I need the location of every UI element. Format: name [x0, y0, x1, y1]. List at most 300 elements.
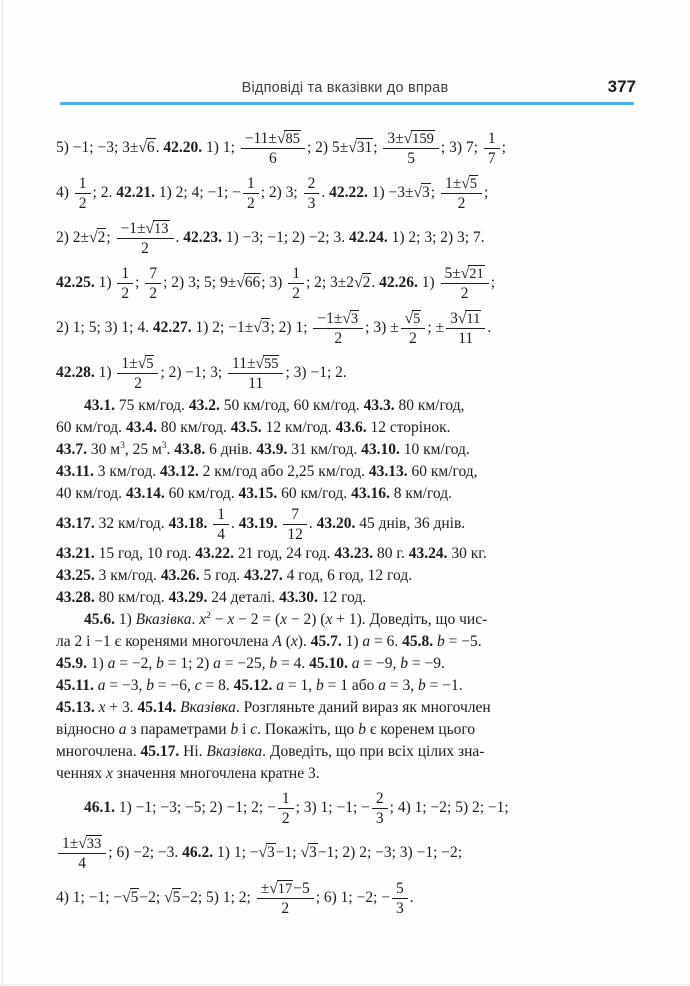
text-run: 1 [217, 505, 225, 523]
problem-number: 43.25. [56, 567, 95, 584]
superscript: 2 [206, 610, 211, 621]
sqrt-expression [259, 843, 276, 861]
fraction-denominator [241, 149, 305, 167]
text-run: 2 [307, 174, 316, 192]
text-run: 5 год. [199, 567, 244, 584]
fraction [58, 835, 106, 873]
fraction [117, 355, 158, 393]
sqrt-expression [300, 843, 317, 861]
text-run: . Покажіть, що [257, 721, 359, 738]
italic-run: a [378, 677, 387, 694]
text-run: 2 [281, 809, 290, 827]
sqrt-expression [461, 175, 478, 192]
text-run: ; 2) 3; 5; 9± [163, 274, 237, 291]
text-run: Ні. [179, 743, 207, 760]
problem-number: 43.5. [230, 419, 262, 436]
problem-number: 43.6. [335, 419, 367, 436]
text-run: ; 3) ± [365, 319, 399, 336]
text-run: 1) [341, 633, 363, 650]
content-line [56, 260, 640, 305]
content-line [56, 763, 640, 785]
text-run: 3 км/год. [93, 463, 160, 480]
text-run: 1) −3; −1; 2) −2; 3. [222, 229, 349, 246]
text-run: = 1; 2) [163, 655, 214, 672]
problem-number: 43.2. [188, 397, 220, 414]
fraction-denominator [257, 899, 314, 917]
text-run: 24 деталі. [207, 589, 280, 606]
italic-run: c [194, 677, 202, 694]
text-run: − 2) ( [287, 611, 326, 628]
text-run: ; 2) 1; [270, 319, 312, 336]
radical-icon: √ [404, 309, 413, 327]
text-run: 3 км/год. [94, 567, 161, 584]
radicand: 5 [130, 889, 139, 906]
text-run: 2 [292, 284, 300, 302]
content-line [56, 439, 640, 461]
italic-run: a [213, 655, 221, 672]
problem-number: 46.1. [84, 799, 115, 816]
text-run: 1) −1; −3; −5; 2) −1; 2; − [115, 799, 276, 816]
text-run: ; 2) −1; 3; [160, 364, 227, 381]
sqrt-expression [405, 310, 422, 327]
text-run: з параметрами [126, 721, 231, 738]
italic-run: Вказівка [135, 611, 192, 628]
radicand: 17 [277, 880, 293, 897]
radical-icon: √ [78, 834, 86, 852]
radical-icon: √ [354, 274, 362, 291]
radical-icon: √ [269, 879, 277, 897]
text-run: ; 4) 1; −2; 5) 2; −1; [389, 799, 509, 816]
content-line [56, 587, 640, 609]
problem-number: 45.6. [84, 611, 115, 628]
text-run: 2 [149, 284, 158, 302]
content-line [56, 609, 640, 631]
fraction [401, 310, 426, 348]
radicand: 33 [86, 835, 102, 852]
problem-number: 43.9. [256, 441, 288, 458]
text-run: . [371, 274, 380, 291]
text-run: ; [135, 274, 144, 291]
sqrt-expression [122, 888, 139, 906]
fraction-denominator [58, 854, 106, 872]
scan-edge-bottom [0, 984, 690, 985]
text-run: = 1 або [323, 677, 379, 694]
radicand: 21 [469, 265, 484, 282]
text-run: ; 2) 5± [306, 139, 349, 156]
text-run: 2 [281, 899, 290, 917]
fraction-numerator [241, 130, 305, 149]
radicand: 2 [97, 229, 106, 246]
text-run: ; 3) −1; 2. [285, 364, 347, 381]
fraction-numerator [117, 355, 158, 374]
italic-run: a [351, 655, 360, 672]
text-run: 2 [457, 194, 466, 212]
text-run: 6 [268, 149, 277, 167]
text-run: 1) [87, 655, 108, 672]
fraction-denominator [446, 329, 485, 347]
problem-number: 43.21. [56, 545, 95, 562]
fraction [383, 130, 439, 168]
problem-number: 42.25. [56, 274, 95, 291]
problem-number: 43.28. [56, 589, 95, 606]
italic-run: a [276, 677, 285, 694]
text-run: −11± [244, 129, 277, 147]
problem-number: 42.27. [152, 319, 192, 336]
content-line [56, 215, 640, 260]
italic-run: a [118, 721, 127, 738]
text-run: ла 2 і −1 є коренями многочлена [56, 633, 273, 650]
fraction [241, 130, 305, 168]
content-line [56, 785, 640, 830]
text-run: 60 км/год, [407, 463, 478, 480]
content-line [56, 741, 640, 763]
text-run: ; [430, 184, 439, 201]
text-run: 2 [246, 194, 255, 212]
fraction-numerator [446, 310, 485, 329]
text-run: 3 [307, 194, 316, 212]
fraction-numerator [243, 175, 259, 194]
text-run: 1) 2; 4; −1; − [154, 184, 241, 201]
radical-icon: √ [236, 274, 244, 291]
text-run: ; ± [427, 319, 445, 336]
fraction-denominator [288, 284, 304, 302]
radical-icon: √ [457, 309, 466, 327]
italic-run: b [156, 655, 164, 672]
text-run: = −1. [425, 677, 463, 694]
fraction-denominator [401, 329, 426, 347]
text-run: 1 [281, 789, 290, 807]
italic-run: b [358, 721, 366, 738]
text-run: 1) [115, 611, 136, 628]
fraction-numerator [213, 506, 229, 525]
radical-icon: √ [461, 174, 469, 192]
problem-number: 43.29. [168, 589, 208, 606]
text-run: −2; 5) 1; 2; [181, 889, 255, 906]
text-run: 2 [375, 789, 384, 807]
fraction-denominator [441, 284, 489, 302]
text-run: 4 [78, 854, 87, 872]
radicand: 31 [356, 139, 373, 156]
problem-number: 43.1. [84, 397, 115, 414]
content-line [56, 505, 640, 543]
text-run: , 25 м [124, 441, 162, 458]
problem-number: 43.23. [334, 545, 374, 562]
fraction-denominator [313, 329, 363, 347]
problem-number: 43.12. [159, 463, 199, 480]
italic-run: A [272, 633, 282, 650]
sqrt-expression [164, 888, 181, 906]
radical-icon: √ [300, 844, 308, 861]
text-run: = 1, [284, 677, 317, 694]
radicand: 66 [244, 274, 261, 291]
content-line [56, 395, 640, 417]
text-run: = 3, [386, 677, 419, 694]
radicand: 55 [263, 355, 279, 372]
text-run: −1; 2) 2; −3; 3) −1; −2; [317, 844, 463, 861]
radicand: 6 [146, 139, 155, 156]
text-run: 1) [94, 274, 116, 291]
text-run: 12 км/год. [261, 419, 336, 436]
radical-icon: √ [137, 354, 146, 372]
sqrt-expression [78, 835, 102, 852]
sqrt-expression [342, 310, 359, 327]
text-run: . Доведіть, що при всіх цілих зна- [262, 743, 485, 760]
problem-number: 46.2. [182, 844, 214, 861]
problem-number: 45.7. [310, 633, 342, 650]
problem-number: 43.11. [56, 463, 94, 480]
text-run: 30 м [87, 441, 121, 458]
text-run: 6 днів. [205, 441, 257, 458]
fraction-numerator [392, 880, 408, 899]
radicand: 85 [285, 130, 300, 147]
text-run: відносно [56, 721, 119, 738]
italic-run: x [325, 611, 333, 628]
text-run: 2 [121, 284, 130, 302]
text-run: = −25, [220, 655, 270, 672]
text-run: 5 [407, 149, 416, 167]
text-run: і [238, 721, 251, 738]
text-run: 75 км/год. [115, 397, 189, 414]
radical-icon: √ [138, 139, 146, 156]
text-run: 3 [450, 309, 458, 327]
problem-number: 43.3. [363, 397, 395, 414]
fraction-numerator [441, 175, 482, 194]
problem-number: 45.17. [140, 743, 180, 760]
italic-run: b [146, 677, 155, 694]
sqrt-expression [348, 138, 373, 156]
fraction [228, 355, 283, 393]
problem-number: 43.22. [195, 545, 234, 562]
problem-number: 43.24. [408, 545, 448, 562]
text-run: ; 3) 1; −1; − [295, 799, 370, 816]
fraction [288, 265, 304, 303]
text-run: 1 [121, 264, 130, 282]
text-run: 4) 1; −1; − [56, 889, 123, 906]
fraction-denominator [283, 525, 307, 543]
text-run: ± [260, 879, 270, 897]
text-run: 1) 1; − [213, 844, 259, 861]
fraction-denominator [484, 149, 500, 167]
italic-run: x [199, 611, 207, 628]
fraction-denominator [304, 194, 320, 212]
radical-icon: √ [89, 229, 97, 246]
radicand: 5 [469, 175, 477, 192]
problem-number: 43.17. [56, 515, 95, 532]
problem-number: 43.4. [125, 419, 157, 436]
text-run: 4) [56, 184, 73, 201]
fraction-numerator [313, 310, 363, 329]
sqrt-expression [277, 130, 301, 147]
problem-number: 45.11. [56, 677, 94, 694]
text-run: = 8. [201, 677, 234, 694]
sqrt-expression [269, 880, 293, 897]
text-run: 60 км/год. [277, 485, 352, 502]
radicand: 3 [350, 310, 359, 327]
problem-number: 43.16. [351, 485, 390, 502]
content-line [56, 483, 640, 505]
text-run: 80 км/год, [394, 397, 465, 414]
text-run: 15 год, 10 год. [94, 545, 196, 562]
fraction-denominator [372, 809, 388, 827]
italic-run: b [316, 677, 324, 694]
fraction-numerator [257, 880, 314, 899]
text-run: 60 км/год. [164, 485, 239, 502]
fraction [213, 506, 229, 544]
problem-number: 45.8. [402, 633, 434, 650]
fraction-denominator [145, 284, 161, 302]
problem-number: 45.12. [233, 677, 273, 694]
fraction-denominator [383, 149, 439, 167]
italic-run: x [280, 611, 288, 628]
text-run: ). [297, 633, 311, 650]
italic-run: b [418, 677, 426, 694]
fraction-numerator [383, 130, 439, 149]
text-run: + 1). Доведіть, що чис- [332, 611, 488, 628]
text-run: . [155, 139, 164, 156]
fraction [441, 175, 482, 213]
italic-run: c [250, 721, 258, 738]
problem-number: 43.27. [243, 567, 283, 584]
radicand: 5 [172, 889, 181, 906]
text-run: ; 2. [92, 184, 117, 201]
problem-number: 45.13. [56, 699, 95, 716]
text-run: ; 6) 1; −2; − [315, 889, 391, 906]
text-run: 1± [121, 354, 138, 372]
italic-run: Вказівка [180, 699, 236, 716]
text-run: −1± [120, 219, 146, 237]
text-run: 2) 1; 5; 3) 1; 4. [56, 319, 153, 336]
text-run: 1 [487, 129, 496, 147]
fraction [372, 790, 388, 828]
text-run: 2 [141, 239, 149, 257]
text-run: 11± [232, 354, 256, 372]
text-run: 7 [487, 149, 496, 167]
text-run: 2 [134, 374, 142, 392]
radicand: 11 [466, 310, 481, 327]
text-run: 2 [409, 329, 417, 347]
problem-number: 45.14. [137, 699, 177, 716]
text-run: 21 год, 24 год. [233, 545, 335, 562]
text-run: 30 кг. [447, 545, 487, 562]
fraction-denominator [117, 374, 158, 392]
text-run: = 4. [277, 655, 310, 672]
radicand: 5 [146, 355, 154, 372]
content-line [56, 697, 640, 719]
sqrt-expression [146, 220, 170, 237]
content-line [56, 653, 640, 675]
text-run: + 3. [105, 699, 138, 716]
italic-run: x [98, 699, 106, 716]
text-run: 8 км/год. [389, 485, 452, 502]
fraction [243, 175, 259, 213]
text-run: 4 [217, 525, 225, 543]
fraction-denominator [117, 239, 174, 257]
text-run: 50 км/год, 60 км/год. [219, 397, 364, 414]
radicand: 3 [422, 184, 430, 201]
sqrt-expression [138, 355, 155, 372]
text-run: 2 [460, 284, 469, 302]
content-line [56, 461, 640, 483]
text-run: 2 км/год або 2,25 км/год. [198, 463, 369, 480]
fraction [117, 220, 174, 258]
fraction-denominator [392, 899, 408, 917]
text-run: . [230, 515, 239, 532]
text-run: 1 [78, 174, 87, 192]
sqrt-expression [255, 355, 279, 372]
fraction-denominator [243, 194, 259, 212]
italic-run: b [436, 633, 445, 650]
text-run: 1) 1; [202, 139, 239, 156]
text-run: 2 [78, 194, 87, 212]
fraction-denominator [117, 284, 133, 302]
content-line [56, 543, 640, 565]
italic-run: b [230, 721, 239, 738]
text-run: − 2 = ( [234, 611, 281, 628]
problem-number: 45.9. [56, 655, 87, 672]
italic-run: b [269, 655, 278, 672]
text-run: . [166, 441, 175, 458]
text-run: 5) −1; −3; 3± [56, 139, 139, 156]
text-run: 11 [458, 329, 474, 347]
fraction-numerator [288, 265, 304, 284]
fraction [283, 506, 307, 544]
problem-number: 43.20. [316, 515, 356, 532]
text-run: ; [373, 139, 382, 156]
italic-run: x [290, 633, 298, 650]
problem-number: 42.28. [56, 364, 95, 381]
sqrt-expression [138, 138, 155, 156]
problem-number: 43.14. [125, 485, 165, 502]
radical-icon: √ [164, 889, 172, 906]
fraction-numerator [401, 310, 426, 329]
text-run: = −6, [154, 677, 195, 694]
text-run: 5 [396, 879, 404, 897]
content-line [56, 830, 640, 875]
text-run: 40 км/год. [56, 485, 126, 502]
radical-icon: √ [122, 889, 130, 906]
problem-number: 42.21. [116, 184, 155, 201]
problem-number: 43.10. [361, 441, 400, 458]
answers-content [56, 125, 640, 920]
problem-number: 45.10. [309, 655, 348, 672]
radicand: 3 [308, 844, 317, 861]
content-line [56, 170, 640, 215]
text-run: 10 км/год. [399, 441, 470, 458]
content-line [56, 350, 640, 395]
text-run: . [191, 611, 200, 628]
text-run: 80 г. [373, 545, 409, 562]
radical-icon: √ [403, 129, 412, 147]
text-run: 2 [334, 329, 343, 347]
content-line [56, 417, 640, 439]
text-run: ; 2) 3; [260, 184, 302, 201]
radical-icon: √ [276, 129, 285, 147]
page-number: 377 [607, 77, 636, 96]
text-run: 31 км/год. [287, 441, 362, 458]
fraction [117, 265, 133, 303]
text-run [277, 515, 281, 532]
fraction-numerator [372, 790, 388, 809]
text-run: 7 [149, 264, 158, 282]
fraction-denominator [75, 194, 91, 212]
fraction-numerator [228, 355, 283, 374]
fraction [145, 265, 161, 303]
text-run: ; [501, 139, 506, 156]
text-run: = −9, [359, 655, 401, 672]
scan-edge-left [2, 0, 3, 986]
text-run: 45 днів, 36 днів. [355, 515, 466, 532]
fraction-numerator [58, 835, 106, 854]
